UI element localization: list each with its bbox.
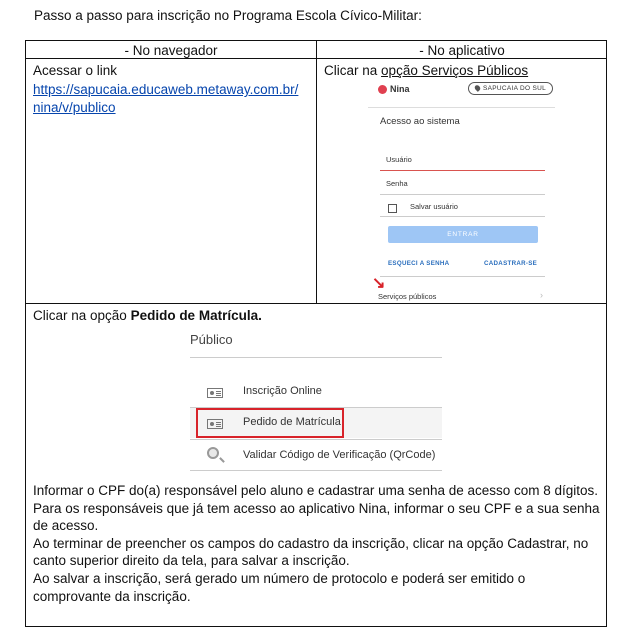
magnifier-icon <box>207 447 219 459</box>
app-step-prefix: Clicar na <box>324 63 378 78</box>
id-card-icon <box>207 388 223 398</box>
register-link[interactable]: CADASTRAR-SE <box>484 260 538 267</box>
app-name: Nina <box>390 84 410 94</box>
highlight-box <box>196 408 344 438</box>
menu-item-inscricao-online[interactable] <box>190 377 442 407</box>
nina-logo <box>378 84 410 94</box>
public-services-item[interactable]: Serviços públicos <box>378 292 437 301</box>
step2-bold: Pedido de Matrícula. <box>130 308 262 323</box>
step2-prefix: Clicar na opção <box>33 308 131 323</box>
menu-divider <box>190 439 442 440</box>
forgot-password-link[interactable]: ESQUECI A SENHA <box>388 260 450 267</box>
location-pin-icon <box>474 84 482 92</box>
app-screenshot <box>368 80 555 300</box>
menu-item-label: Validar Código de Verificação (QrCode) <box>243 449 436 461</box>
instructions-text <box>33 482 603 605</box>
menu-divider <box>190 470 442 471</box>
login-card <box>368 107 555 301</box>
intro-text: Passo a passo para inscrição no Programa Escola Cívico-Militar: <box>34 8 422 23</box>
login-title: Acesso ao sistema <box>380 116 460 127</box>
browser-column-header: - No navegador <box>124 43 218 58</box>
browser-link-line1[interactable]: https://sapucaia.educaweb.metaway.com.br/ <box>33 82 299 97</box>
instruction-paragraph: Ao terminar de preencher os campos do cadastro da inscrição, clicar na opção Cadastrar, no canto superior direito da tela, para salvar a inscrição. <box>33 535 589 569</box>
app-column-header: - No aplicativo <box>419 43 505 58</box>
browser-step-text: Acessar o link <box>33 63 118 78</box>
app-step-link: opção Serviços Públicos <box>381 63 529 78</box>
user-field[interactable]: Usuário <box>386 155 412 164</box>
save-user-label: Salvar usuário <box>410 202 458 211</box>
nina-logo-icon <box>378 85 387 94</box>
password-field-underline <box>380 194 545 195</box>
menu-item-label: Pedido de Matrícula <box>243 416 341 428</box>
city-selector[interactable] <box>468 82 553 95</box>
enter-button[interactable]: ENTRAR <box>388 226 538 243</box>
column-divider <box>316 41 317 303</box>
city-label: SAPUCAIA DO SUL <box>482 85 546 92</box>
row-divider <box>26 303 606 304</box>
app-top-bar <box>368 80 555 102</box>
password-field[interactable]: Senha <box>386 179 408 188</box>
instruction-paragraph: Ao salvar a inscrição, será gerado um número de protocolo e poderá ser emitido o comprovante da inscrição. <box>33 570 526 604</box>
footer-divider <box>380 276 545 277</box>
menu-item-validar-codigo[interactable] <box>190 441 442 471</box>
menu-item-label: Inscrição Online <box>243 385 322 397</box>
browser-link-line2[interactable]: nina/v/publico <box>33 100 116 115</box>
app-step-text <box>324 61 528 80</box>
step2-text <box>33 306 262 325</box>
chevron-right-icon: › <box>540 290 543 300</box>
save-user-divider <box>380 216 545 217</box>
save-user-checkbox[interactable] <box>388 204 397 213</box>
red-arrow-icon: ↘ <box>372 275 386 292</box>
public-title-divider <box>190 357 442 358</box>
user-field-underline <box>380 170 545 171</box>
instruction-paragraph: Informar o CPF do(a) responsável pelo aluno e cadastrar uma senha de acesso com 8 dígitos. Para os responsáveis que já tem acesso ao aplicativo Nina, informar o seu CPF e a sua senha de acesso. <box>33 483 600 534</box>
public-menu-title: Público <box>190 332 233 347</box>
